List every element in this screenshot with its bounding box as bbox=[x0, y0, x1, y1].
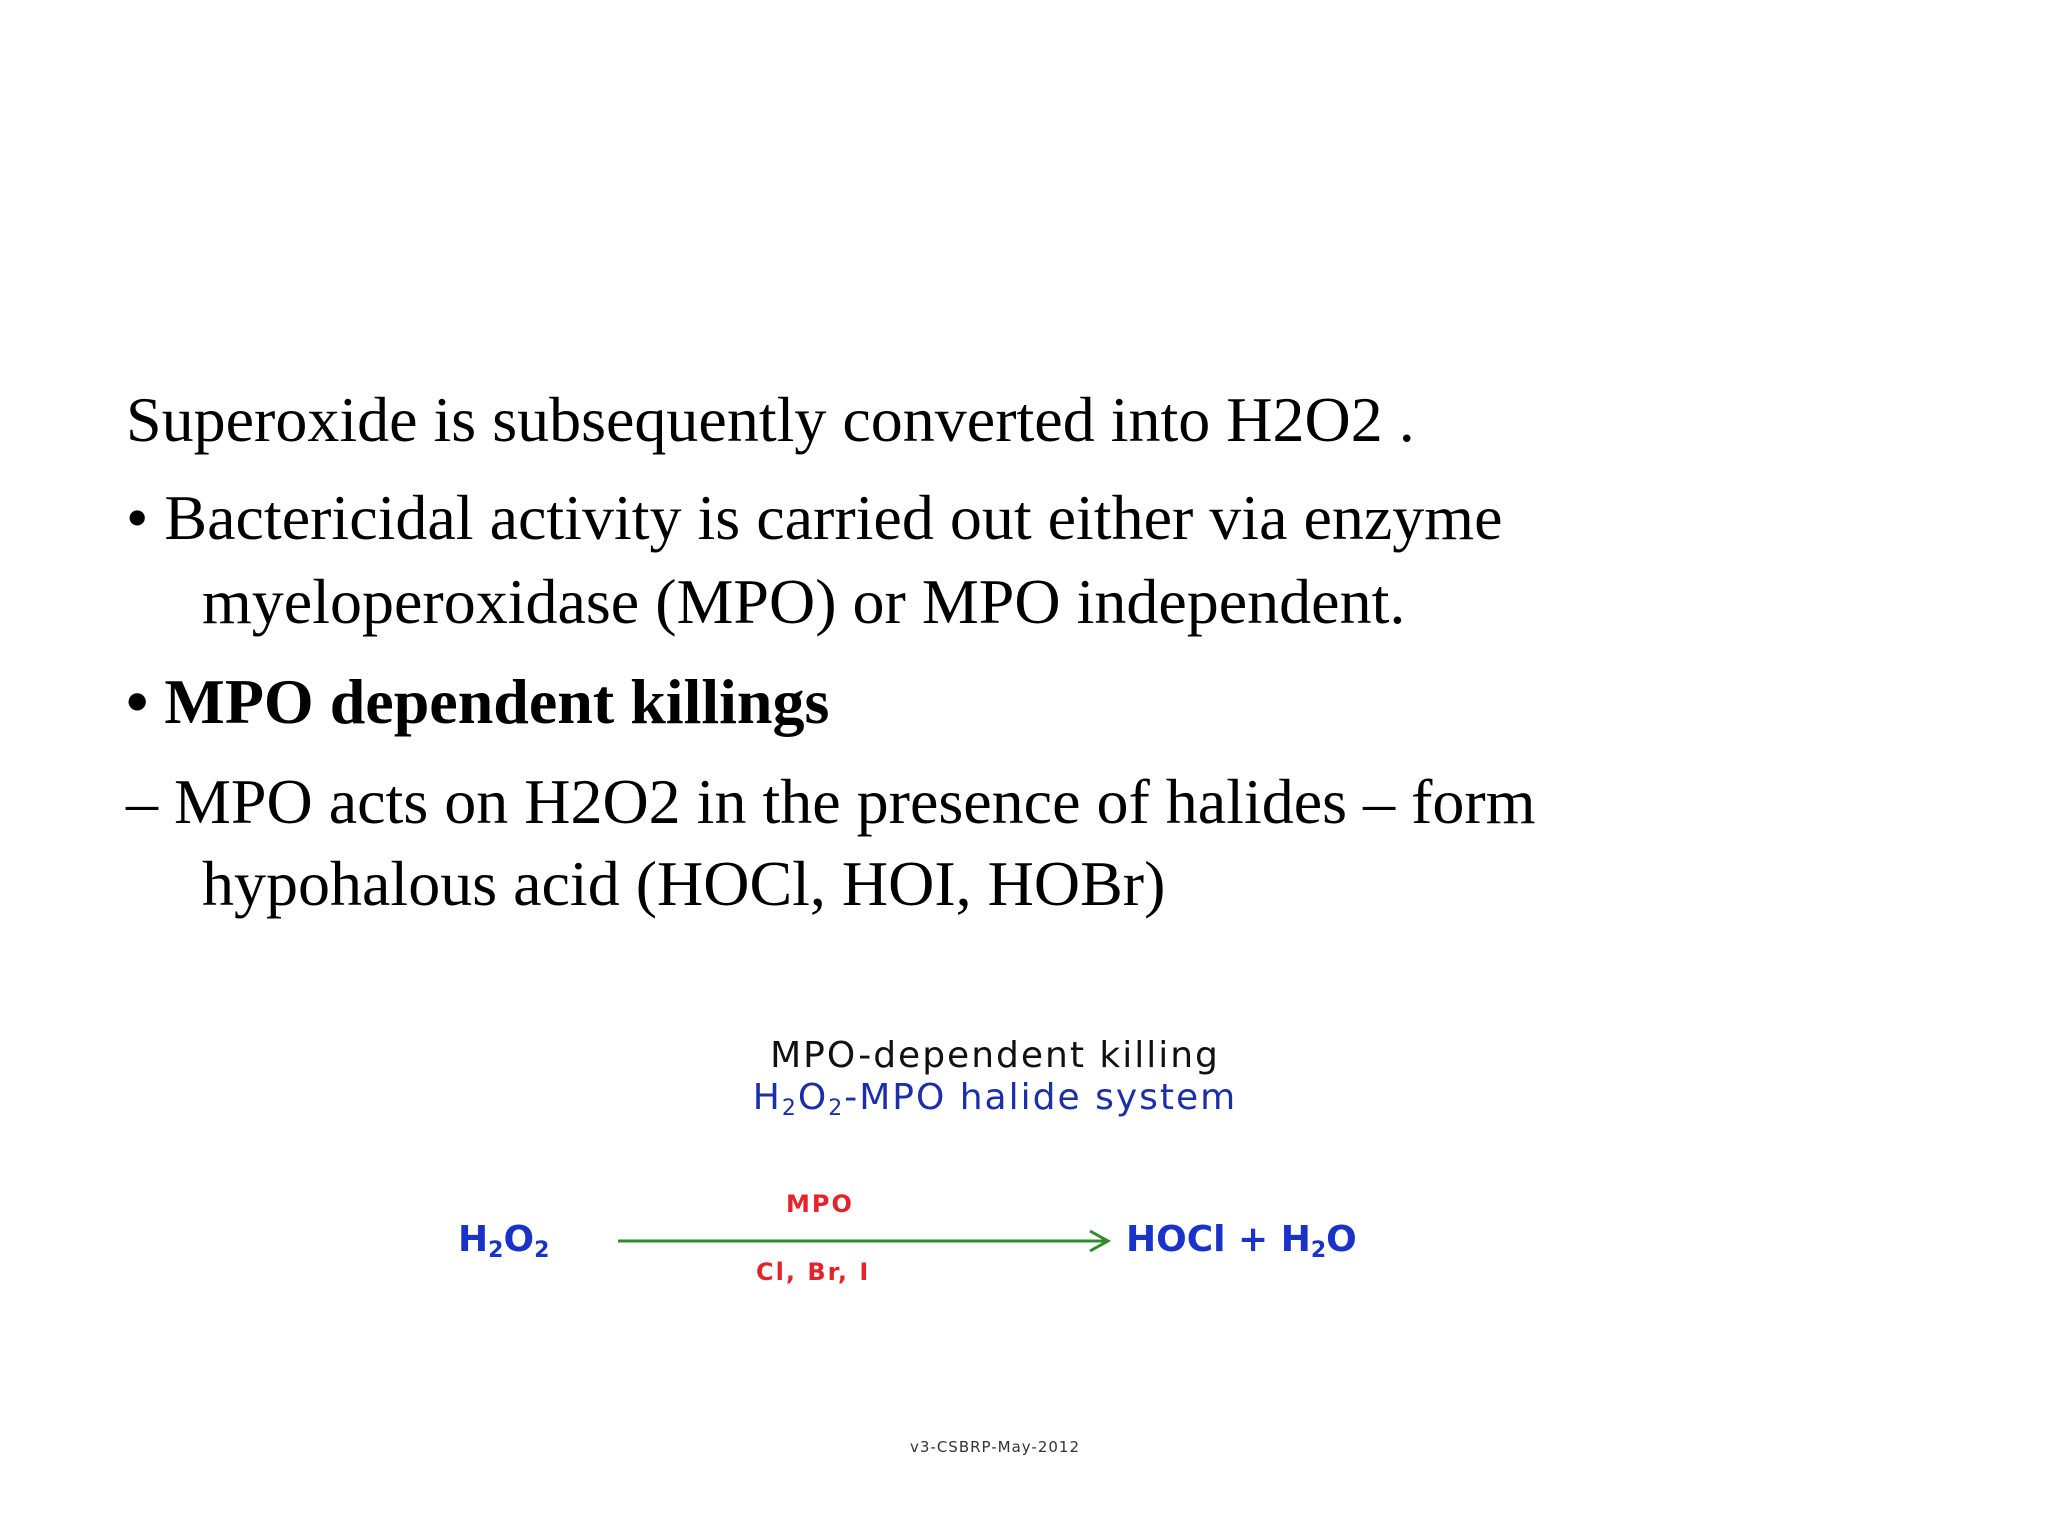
sub-bullet-mpo-acts: – MPO acts on H2O2 in the presence of halides – form bbox=[126, 766, 1536, 837]
product-hocl-h2o: HOCl + $H_2O$ bbox=[1126, 1219, 1357, 1263]
mpo-reaction-figure bbox=[440, 1030, 1550, 1500]
figure-subtitle: $H_2O_2$-MPO halide system bbox=[752, 1077, 1238, 1121]
sub-bullet-mpo-acts-cont: hypohalous acid (HOCl, HOI, HOBr) bbox=[202, 848, 1166, 919]
figure-title: MPO-dependent killing bbox=[770, 1035, 1220, 1076]
bullet-mpo-dependent-killings: • MPO dependent killings bbox=[126, 666, 830, 737]
figure-footer: v3-CSBRP-May-2012 bbox=[909, 1438, 1080, 1456]
bullet-bactericidal-activity: • Bactericidal activity is carried out either via enzyme bbox=[126, 482, 1503, 553]
enzyme-label: MPO bbox=[786, 1190, 854, 1218]
halides-label: Cl, Br, I bbox=[756, 1258, 871, 1286]
bullet-bactericidal-activity-cont: myeloperoxidase (MPO) or MPO independent. bbox=[202, 566, 1406, 637]
reaction-arrow bbox=[618, 1226, 1118, 1256]
reactant-h2o2: $H_2O_2$ bbox=[458, 1219, 550, 1263]
text-line-superoxide: Superoxide is subsequently converted into H2O2 . bbox=[126, 384, 1415, 455]
